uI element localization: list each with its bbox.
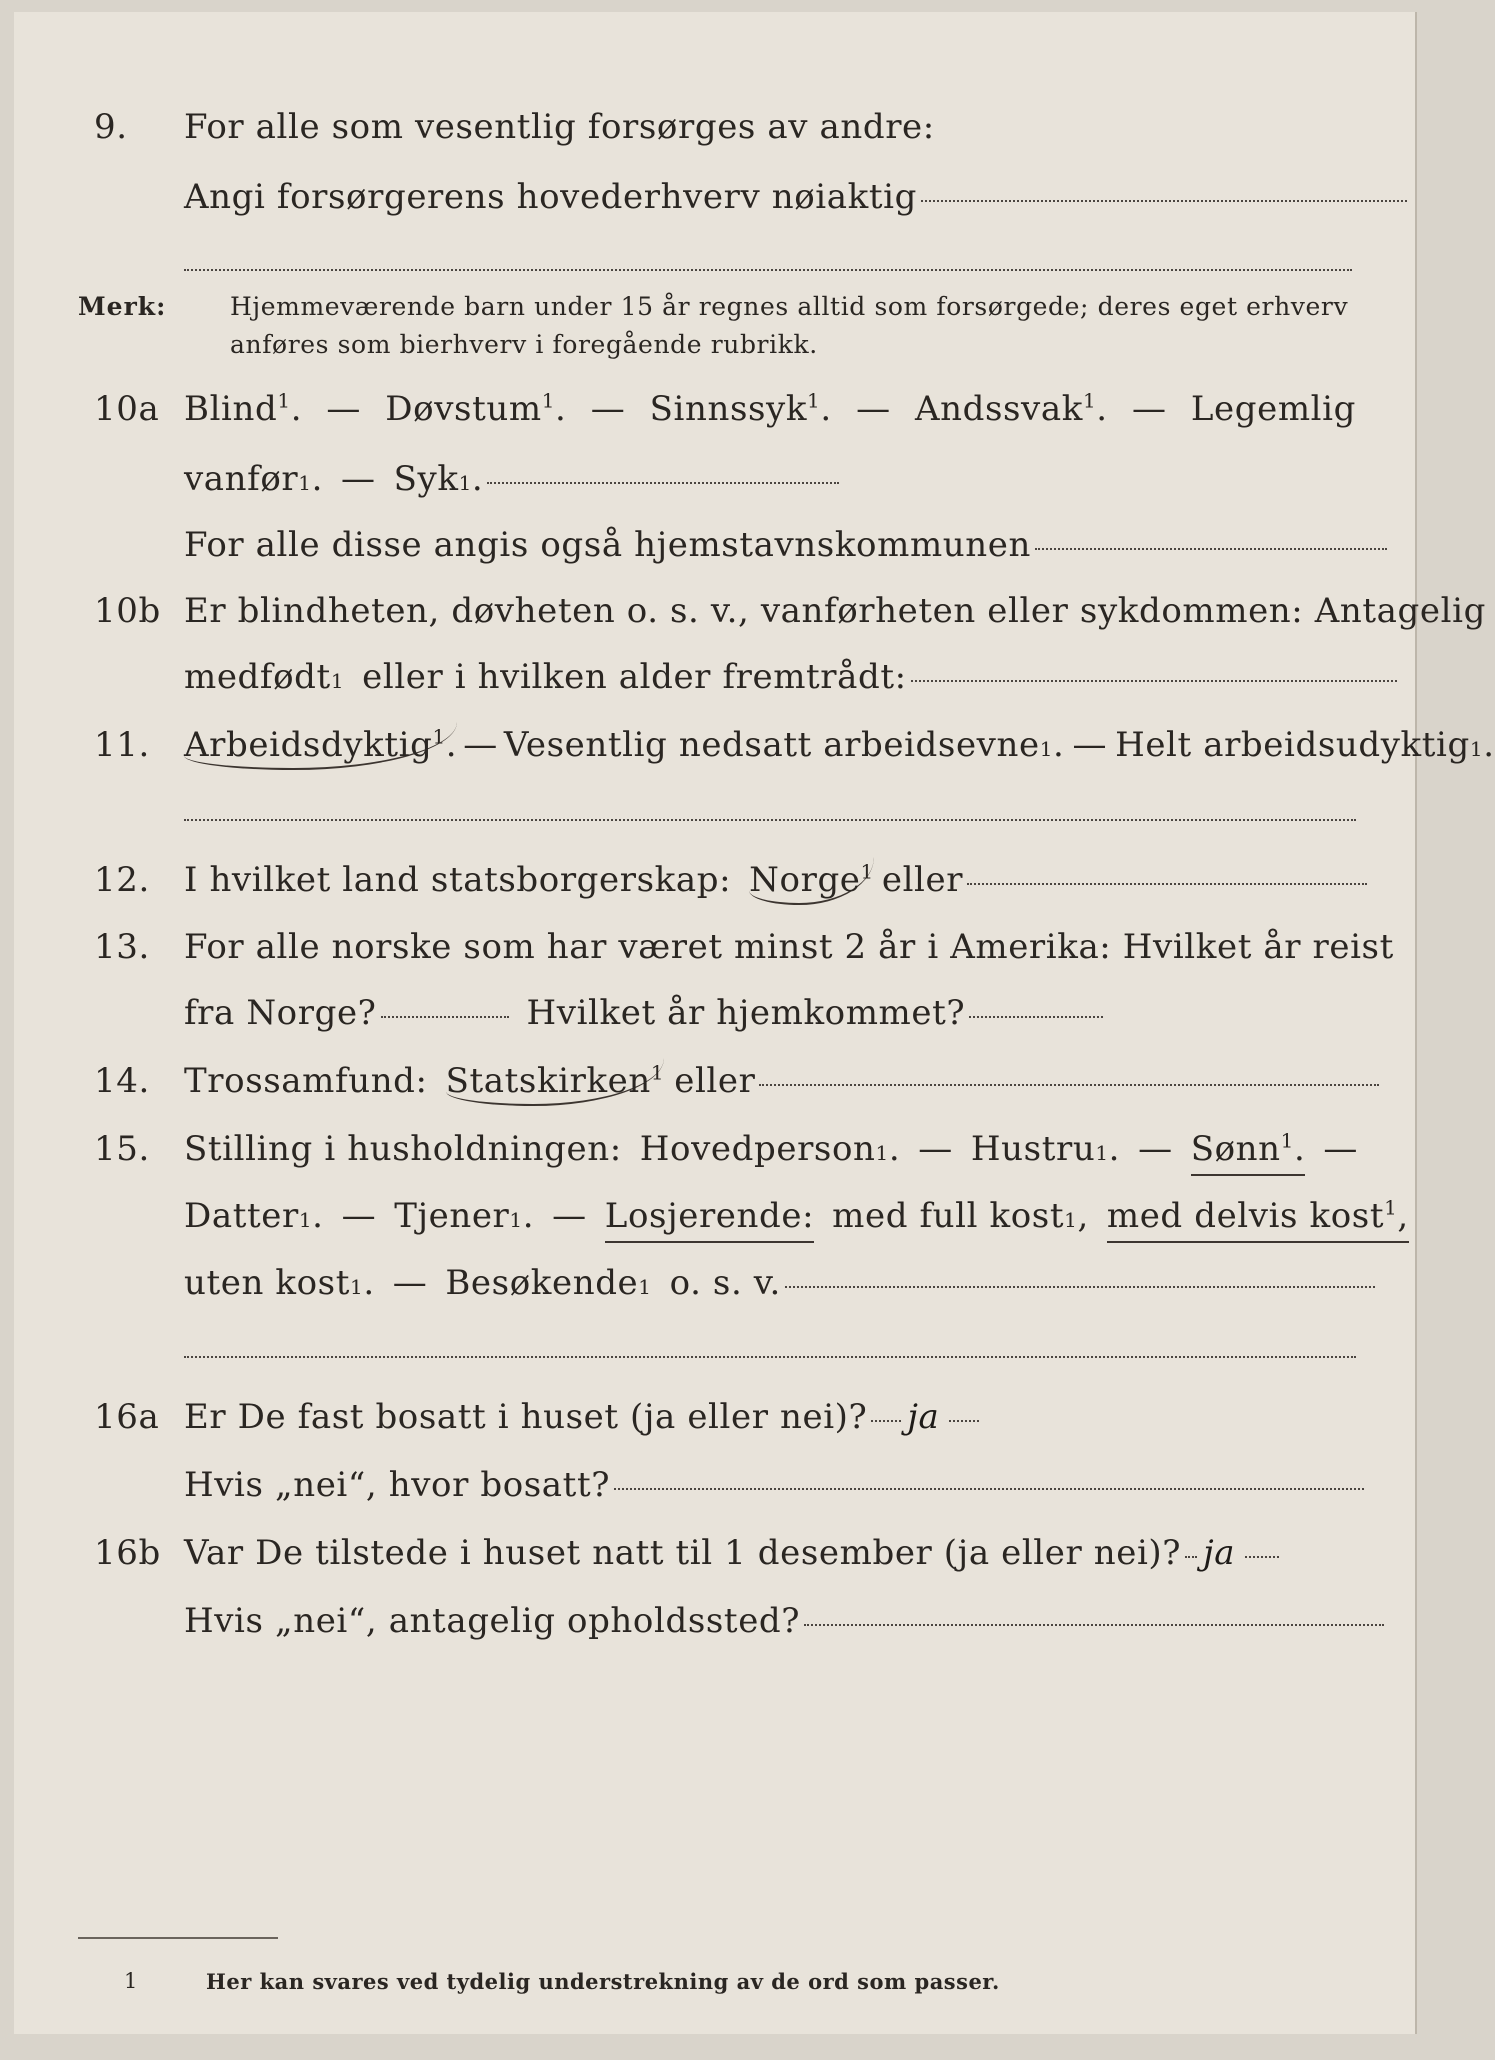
q16a-number: 16a bbox=[94, 1397, 160, 1437]
q16b-label: Var De tilstede i huset natt til 1 desember (ja eller nei)? bbox=[184, 1533, 1182, 1573]
q9-provider-field[interactable] bbox=[921, 198, 1407, 202]
q13-reist-field[interactable] bbox=[381, 1014, 509, 1018]
q16a-nei-label: Hvis „nei“, hvor bosatt? bbox=[184, 1465, 611, 1505]
q15-extra-line[interactable] bbox=[184, 1356, 1356, 1358]
q16b-nei-label: Hvis „nei“, antagelig opholdssted? bbox=[184, 1601, 801, 1641]
q15-option-hovedperson[interactable]: Hovedperson bbox=[639, 1129, 876, 1169]
q10a-option-dovstum[interactable]: Døvstum bbox=[385, 389, 542, 429]
footnote-rule bbox=[78, 1937, 278, 1939]
q13-reist-label: fra Norge? bbox=[184, 993, 377, 1033]
q10b-text: Er blindheten, døvheten o. s. v., vanførheten eller sykdommen: Antagelig bbox=[184, 591, 1486, 631]
q9-provider-label: Angi forsørgerens hovederhverv nøiaktig bbox=[184, 177, 917, 217]
q16b-opphold-field[interactable] bbox=[804, 1622, 1384, 1626]
q10a-option-syk[interactable]: Syk bbox=[393, 459, 459, 499]
q10a-option-sinnssyk[interactable]: Sinnssyk bbox=[649, 389, 808, 429]
q15-label: Stilling i husholdningen: bbox=[184, 1129, 622, 1169]
q10b-option-medfodt[interactable]: medfødt bbox=[184, 657, 331, 697]
q10a-syk-field[interactable] bbox=[487, 480, 839, 484]
q15-option-tjener[interactable]: Tjener bbox=[394, 1196, 510, 1236]
census-form-page: 9. For alle som vesentlig forsørges av andre: Angi forsørgerens hovederhverv nøiaktig Merk: Hjemmeværende barn under 15 år regnes alltid som forsørgede; deres eget erhverv anføres som bierhverv i foregående rubrikk. 10a Blind$^1$. — Døvstum$^1$. — Sinnssyk$^1$. — Andssvak$^1$. — Legemlig vanfør 1 . — Syk 1 . For alle disse angis også hjemstavnskommunen 10b Er blindheten, døvheten o. s. v., vanførheten eller sykdommen: Antagelig medfødt 1 eller i hvilken alder fremtrådt: 11. Arbeidsdyktig$^1$. — Vesentlig nedsatt arbeidsevne 1 . — Helt arbeidsudyktig 1 . 12. I hvilket land statsborgerskap: Norge$^1$ eller 13. For alle norske som har været minst 2 år i Amerika: Hvilket år reist fra Norge? Hvilket år hjemkommet? 14. Trossamfund: Statskirken$^1$ eller 15. Stilling i husholdningen: Hovedperson 1 . — Hustru 1 . — Sønn$^1$. — Datter 1 . — Tjener 1 . — Losjerende: med full kost 1 , med delvis kost$^1$, uten kost 1 . — Besøkende 1 o. s. v. 16a Er De fast bosatt i huset (ja eller nei)? ja Hvis „nei“, hvor bosatt? 16b Var De tilstede i huset natt til 1 desember (ja eller nei)? ja Hvis „nei“, antagelig opholdssted? 1 Her kan svares ved tydelig understrekning av de ord som passer. bbox=[14, 12, 1417, 2034]
q13-hjemkommet-label: Hvilket år hjemkommet? bbox=[526, 993, 966, 1033]
q10a-option-blind[interactable]: Blind bbox=[184, 389, 278, 429]
q11-number: 11. bbox=[94, 725, 150, 765]
q10a-option-andssvak[interactable]: Andssvak bbox=[914, 389, 1083, 429]
q15-option-sonn[interactable]: Sønn bbox=[1190, 1129, 1281, 1169]
q16b-number: 16b bbox=[94, 1533, 161, 1573]
q15-option-hustru[interactable]: Hustru bbox=[970, 1129, 1096, 1169]
footnote-mark: 1 bbox=[124, 1969, 138, 1993]
q16a-field-lead bbox=[871, 1418, 901, 1422]
q10a-option-legemlig[interactable]: Legemlig bbox=[1190, 389, 1356, 429]
q10b-alder-field[interactable] bbox=[911, 678, 1397, 682]
merk-text-2: anføres som bierhverv i foregående rubrikk. bbox=[230, 330, 818, 359]
q15-option-datter[interactable]: Datter bbox=[184, 1196, 299, 1236]
q10a-hjemstavn-field[interactable] bbox=[1035, 546, 1387, 550]
q12-label: I hvilket land statsborgerskap: bbox=[184, 860, 732, 900]
q15-other-field[interactable] bbox=[785, 1284, 1375, 1288]
q15-option-besokende[interactable]: Besøkende bbox=[445, 1263, 639, 1303]
q11-option-nedsatt[interactable]: Vesentlig nedsatt arbeidsevne bbox=[503, 725, 1040, 765]
q10a-option-vanfor[interactable]: vanfør bbox=[184, 459, 299, 499]
q9-text: For alle som vesentlig forsørges av andre: bbox=[184, 107, 935, 147]
q15-osv: o. s. v. bbox=[669, 1263, 781, 1303]
q16a-field[interactable] bbox=[949, 1418, 979, 1422]
q16b-field-lead bbox=[1185, 1554, 1197, 1558]
q13-hjemkommet-field[interactable] bbox=[969, 1014, 1103, 1018]
q12-eller: eller bbox=[881, 860, 964, 900]
q14-trossamfund-field[interactable] bbox=[759, 1082, 1379, 1086]
merk-label: Merk: bbox=[78, 292, 167, 321]
q12-country-field[interactable] bbox=[967, 881, 1367, 885]
q11-option-arbeidsdyktig[interactable]: Arbeidsdyktig bbox=[184, 725, 433, 765]
q10a-hjemstavn-label: For alle disse angis også hjemstavnskommunen bbox=[184, 525, 1031, 565]
q12-number: 12. bbox=[94, 860, 150, 900]
q10a-number: 10a bbox=[94, 389, 160, 429]
q9-number: 9. bbox=[94, 107, 128, 147]
q13-number: 13. bbox=[94, 927, 150, 967]
q14-option-statskirken[interactable]: Statskirken bbox=[445, 1061, 651, 1101]
footnote-text: Her kan svares ved tydelig understrekning av de ord som passer. bbox=[206, 1969, 1000, 1994]
q16b-handwritten-answer[interactable]: ja bbox=[1203, 1533, 1236, 1573]
q15-option-full-kost[interactable]: med full kost bbox=[832, 1196, 1065, 1236]
q11-option-udyktig[interactable]: Helt arbeidsudyktig bbox=[1115, 725, 1470, 765]
q16a-label: Er De fast bosatt i huset (ja eller nei)? bbox=[184, 1397, 868, 1437]
q16b-field[interactable] bbox=[1245, 1554, 1279, 1558]
q9-extra-line[interactable] bbox=[184, 269, 1352, 271]
q10b-alder-label: eller i hvilken alder fremtrådt: bbox=[362, 657, 907, 697]
q14-number: 14. bbox=[94, 1061, 150, 1101]
q14-label: Trossamfund: bbox=[184, 1061, 428, 1101]
q12-option-norge[interactable]: Norge bbox=[749, 860, 861, 900]
q14-eller: eller bbox=[674, 1061, 756, 1101]
q16a-bosatt-field[interactable] bbox=[614, 1486, 1364, 1490]
q15-option-losjerende[interactable]: Losjerende: bbox=[605, 1193, 814, 1243]
q15-number: 15. bbox=[94, 1129, 150, 1169]
merk-text-1: Hjemmeværende barn under 15 år regnes alltid som forsørgede; deres eget erhverv bbox=[230, 292, 1349, 321]
q15-option-uten-kost[interactable]: uten kost bbox=[184, 1263, 350, 1303]
q11-extra-line[interactable] bbox=[184, 819, 1356, 821]
q16a-handwritten-answer[interactable]: ja bbox=[907, 1397, 940, 1437]
q15-option-delvis-kost[interactable]: med delvis kost bbox=[1106, 1196, 1385, 1236]
q10b-number: 10b bbox=[94, 591, 161, 631]
q13-text: For alle norske som har været minst 2 år i Amerika: Hvilket år reist bbox=[184, 927, 1394, 967]
